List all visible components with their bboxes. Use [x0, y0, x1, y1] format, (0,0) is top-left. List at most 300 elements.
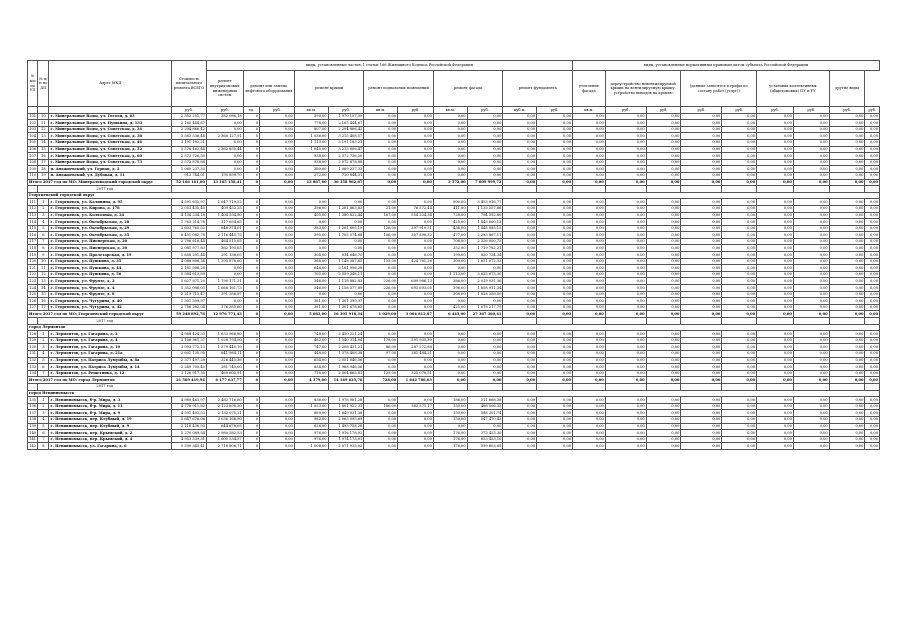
row-address: п. Анджиевский, ул. Дубовая, д. 11 — [49, 172, 172, 179]
value-cell: 0,00 — [681, 416, 722, 423]
value-cell: 0,00 — [573, 331, 606, 338]
value-cell: 0,00 — [605, 271, 646, 278]
value-cell: 0,00 — [328, 219, 364, 226]
value-cell: 2 123 898,30 — [206, 403, 243, 410]
value-cell: 0,00 — [722, 331, 757, 338]
value-cell: 0 — [243, 397, 259, 404]
value-cell: 0,00 — [646, 245, 681, 252]
value-cell: 0,00 — [757, 212, 794, 219]
row-number: 118 — [29, 245, 37, 250]
value-cell: 0 — [243, 430, 259, 437]
value-cell: 0,00 — [467, 364, 503, 371]
value-cell: 0,00 — [757, 357, 794, 364]
value-cell: 0,00 — [573, 357, 606, 364]
value-cell: 0,00 — [398, 410, 434, 417]
value-cell: 0,00 — [793, 397, 829, 404]
value-cell: 4 953 539,31 — [172, 436, 207, 443]
blank-cell — [793, 318, 829, 325]
value-cell: 2 980 582,53 — [206, 430, 243, 437]
blank-cell — [681, 318, 722, 325]
value-cell: 0,00 — [722, 113, 757, 120]
value-cell: 0,00 — [573, 298, 606, 305]
value-cell: 0,00 — [605, 245, 646, 252]
value-cell: 0,00 — [681, 265, 722, 272]
value-cell: 547 470,43 — [467, 416, 503, 423]
subtotal-value: 0,00 — [681, 179, 722, 186]
value-cell: 0,00 — [681, 430, 722, 437]
value-cell: 718,00 — [294, 370, 328, 377]
value-cell: 0,00 — [757, 423, 794, 430]
value-cell: 0,00 — [793, 205, 829, 212]
value-cell: 0,00 — [573, 403, 606, 410]
value-cell: 0,00 — [364, 159, 398, 166]
value-cell: 0,00 — [646, 146, 681, 153]
sub-header: ремонт внутридомовых инженерных систем — [206, 71, 243, 107]
value-cell: 4 591 635,97 — [172, 199, 207, 206]
value-cell: 0,00 — [646, 139, 681, 146]
value-cell: 0,00 — [605, 238, 646, 245]
value-cell: 0,00 — [829, 225, 865, 232]
blank-cell — [573, 318, 606, 325]
value-cell: 0,00 — [467, 350, 503, 357]
value-cell: 0,00 — [260, 304, 295, 311]
value-cell: 0,00 — [681, 291, 722, 298]
value-cell: 0,00 — [722, 304, 757, 311]
value-cell: 0,00 — [722, 337, 757, 344]
table-row — [28, 212, 880, 219]
value-cell: 0,00 — [829, 350, 865, 357]
row-address: г. Георгиевск, ул. Пушкина, д. 35 — [49, 258, 172, 265]
value-cell: 0,00 — [757, 238, 794, 245]
value-cell: 0,00 — [793, 245, 829, 252]
value-cell: 186,00 — [433, 397, 467, 404]
value-cell: 469 605,91 — [206, 370, 243, 377]
value-cell: 0,00 — [573, 258, 606, 265]
subtotal-value: 0,00 — [605, 179, 646, 186]
value-cell: 807,00 — [294, 126, 328, 133]
value-cell: 0,00 — [722, 423, 757, 430]
value-cell: 0,00 — [722, 271, 757, 278]
value-cell: 1 666 161,73 — [206, 285, 243, 292]
row-address: г. Невинномысск, пер. Крымский, д. 2 — [49, 430, 172, 437]
blank-cell — [398, 318, 434, 325]
value-cell: 0,00 — [865, 291, 880, 298]
row-number-local: 7 — [38, 436, 49, 443]
blank-cell — [243, 186, 259, 193]
value-cell: 0,00 — [646, 423, 681, 430]
value-cell: 0,00 — [398, 153, 434, 160]
value-cell: 2 326 000,75 — [467, 238, 503, 245]
blank-cell — [722, 186, 757, 193]
value-cell: 325 078,51 — [398, 370, 434, 377]
value-cell: 0,00 — [260, 172, 295, 179]
value-cell: 0,00 — [681, 205, 722, 212]
value-cell: 0,00 — [681, 304, 722, 311]
col-cost-header: Стоимость капитального ремонта ВСЕГО — [172, 61, 207, 107]
row-address: г. Лермонтов, ул. Гагарина, д. 10 — [49, 344, 172, 351]
value-cell: 0 — [243, 423, 259, 430]
subtotal-value: 0,00 — [260, 377, 295, 384]
subtotal-value: 7 609 999,72 — [467, 179, 503, 186]
value-cell: 0,00 — [467, 133, 503, 140]
value-cell: 0,00 — [206, 153, 243, 160]
value-cell: 0,00 — [398, 357, 434, 364]
subtotal-value: 0,00 — [573, 377, 606, 384]
value-cell: 0,00 — [681, 120, 722, 127]
value-cell: 0,00 — [573, 436, 606, 443]
value-cell: 0,00 — [537, 271, 573, 278]
value-cell: 0,00 — [398, 252, 434, 259]
value-cell: 0 — [243, 238, 259, 245]
row-number: 117 — [29, 239, 37, 244]
blank-cell — [206, 318, 243, 325]
value-cell: 0,00 — [573, 443, 606, 450]
value-cell: 0,00 — [646, 113, 681, 120]
blank-cell — [294, 186, 328, 193]
subtotal-value: 0,00 — [757, 179, 794, 186]
year-label: 2017 год — [38, 186, 172, 193]
value-cell: 373 423,30 — [467, 430, 503, 437]
value-cell: 425,00 — [433, 304, 467, 311]
value-cell: 1 301 678,65 — [328, 304, 364, 311]
value-cell: 0,00 — [829, 219, 865, 226]
value-cell: 0,00 — [328, 245, 364, 252]
value-cell: 309,00 — [433, 258, 467, 265]
subtotal-value: 0,00 — [865, 179, 880, 186]
value-cell: 0,00 — [865, 126, 880, 133]
value-cell: 1 445 060,13 — [467, 219, 503, 226]
subtotal-value: 6 177 637,77 — [206, 377, 243, 384]
value-cell: 0,00 — [260, 113, 295, 120]
value-cell: 0,00 — [503, 298, 537, 305]
value-cell: 976,00 — [294, 436, 328, 443]
table-row — [28, 166, 880, 173]
value-cell: 0,00 — [722, 252, 757, 259]
table-row — [28, 370, 880, 377]
value-cell: 0,00 — [681, 166, 722, 173]
value-cell: 0,00 — [364, 410, 398, 417]
value-cell: 0,00 — [722, 133, 757, 140]
value-cell: 0,00 — [865, 212, 880, 219]
value-cell: 0,00 — [605, 159, 646, 166]
value-cell: 0,00 — [398, 219, 434, 226]
value-cell: 0,00 — [260, 443, 295, 450]
value-cell: 0,00 — [757, 153, 794, 160]
value-cell: 0,00 — [865, 357, 880, 364]
value-cell: 368,00 — [294, 258, 328, 265]
value-cell: 0,00 — [260, 436, 295, 443]
value-cell: 0,00 — [503, 258, 537, 265]
value-cell: 0,00 — [260, 370, 295, 377]
group-federal-header: виды, установленные частью 1 статьи 166 Жилищного Кодекса Российской Федерации — [206, 61, 572, 71]
value-cell: 287 272,88 — [398, 344, 434, 351]
blank-cell — [537, 383, 573, 390]
value-cell: 4 988 424,33 — [172, 331, 207, 338]
value-cell: 0,00 — [260, 344, 295, 351]
value-cell: 0,00 — [722, 430, 757, 437]
value-cell: 0,00 — [537, 113, 573, 120]
value-cell: 0,00 — [398, 265, 434, 272]
value-cell: 0,00 — [757, 265, 794, 272]
row-address: г. Лермонтов, ул. Гагарина, д. 21а — [49, 350, 172, 357]
row-number: 131 — [29, 351, 37, 356]
value-cell: 0,00 — [398, 271, 434, 278]
table-row — [28, 436, 880, 443]
value-cell: 0,00 — [537, 232, 573, 239]
value-cell: 0,00 — [681, 199, 722, 206]
value-cell: 0,00 — [829, 172, 865, 179]
value-cell: 6 451 082,78 — [172, 232, 207, 239]
value-cell: 0 — [243, 159, 259, 166]
value-cell: 0,00 — [865, 271, 880, 278]
blank-cell — [605, 186, 646, 193]
value-cell: 0,00 — [865, 298, 880, 305]
value-cell: 0,00 — [398, 113, 434, 120]
sub-header: установка коллективных (общедомовых) ПУ и УУ — [757, 71, 830, 107]
value-cell: 0,00 — [398, 146, 434, 153]
value-cell: 167,00 — [364, 212, 398, 219]
value-cell: 0,00 — [573, 133, 606, 140]
value-cell: 0,00 — [537, 265, 573, 272]
value-cell: 0 — [243, 166, 259, 173]
value-cell: 0,00 — [793, 291, 829, 298]
value-cell: 0,00 — [503, 397, 537, 404]
row-number-local: 10 — [38, 113, 49, 120]
value-cell: 1 540 314,04 — [328, 337, 364, 344]
value-cell: 3 453 916,77 — [467, 199, 503, 206]
value-cell: 0,00 — [681, 350, 722, 357]
subtotal-value: 0,00 — [573, 179, 606, 186]
value-cell: 0,00 — [793, 285, 829, 292]
row-number: 114 — [29, 219, 37, 224]
value-cell: 648 374,01 — [206, 225, 243, 232]
value-cell: 0,00 — [605, 344, 646, 351]
row-number: 135 — [29, 397, 37, 402]
value-cell: 0,00 — [433, 113, 467, 120]
subtotal-value: 16 305 918,34 — [328, 311, 364, 318]
value-cell: 0,00 — [364, 245, 398, 252]
value-cell: 0,00 — [364, 133, 398, 140]
value-cell: 352,00 — [433, 245, 467, 252]
value-cell: 2 294 866,42 — [328, 126, 364, 133]
value-cell: 409 452,25 — [206, 205, 243, 212]
value-cell: 129,00 — [364, 370, 398, 377]
row-number: 125 — [29, 292, 37, 297]
row-number: 138 — [29, 417, 37, 422]
value-cell: 689,00 — [294, 410, 328, 417]
value-cell: 0,00 — [364, 436, 398, 443]
value-cell: 0,00 — [537, 219, 573, 226]
row-number-local: 1 — [38, 397, 49, 404]
value-cell: 0,00 — [537, 159, 573, 166]
value-cell: 0,00 — [503, 364, 537, 371]
value-cell: 0,00 — [433, 337, 467, 344]
table-row — [28, 298, 880, 305]
subtotal-value: 13 867,00 — [294, 179, 328, 186]
value-cell: 0,00 — [364, 172, 398, 179]
blank-cell — [503, 383, 537, 390]
value-cell: 0,00 — [294, 245, 328, 252]
value-cell: 1 301 399,97 — [328, 298, 364, 305]
value-cell: 0,00 — [467, 423, 503, 430]
value-cell: 778,00 — [294, 120, 328, 127]
unit-cell: кв.м. — [433, 107, 467, 114]
value-cell: 0,00 — [829, 304, 865, 311]
subtotal-value: 0,00 — [757, 377, 794, 384]
value-cell: 0,00 — [573, 304, 606, 311]
value-cell: 2 071 935,02 — [328, 443, 364, 450]
row-number-local: 8 — [38, 245, 49, 252]
value-cell: 0,00 — [467, 166, 503, 173]
value-cell: 0 — [243, 146, 259, 153]
value-cell: 0 — [243, 126, 259, 133]
value-cell: 0,00 — [793, 219, 829, 226]
value-cell: 0,00 — [722, 416, 757, 423]
value-cell: 0,00 — [793, 146, 829, 153]
value-cell: 0,00 — [605, 212, 646, 219]
value-cell: 0,00 — [503, 219, 537, 226]
row-address: г. Георгиевск, ул. Колхозная, д. 24 — [49, 212, 172, 219]
row-address: г. Георгиевск, ул. Чугурина, д. 40 — [49, 298, 172, 305]
row-number: 129 — [29, 338, 37, 343]
value-cell: 0,00 — [793, 337, 829, 344]
value-cell: 1 649 031,38 — [328, 410, 364, 417]
value-cell: 0,00 — [433, 423, 467, 430]
value-cell: 0,00 — [793, 172, 829, 179]
row-number: 141 — [29, 437, 37, 442]
value-cell: 0,00 — [537, 350, 573, 357]
value-cell: 0,00 — [757, 430, 794, 437]
value-cell: 0,00 — [865, 159, 880, 166]
value-cell: 0,00 — [433, 344, 467, 351]
value-cell: 0,00 — [537, 133, 573, 140]
value-cell: 0,00 — [722, 258, 757, 265]
value-cell: 0,00 — [681, 436, 722, 443]
value-cell: 382 086,18 — [206, 113, 243, 120]
value-cell: 2 063 095,69 — [328, 416, 364, 423]
value-cell: 0,00 — [206, 159, 243, 166]
value-cell: 1 261 605,19 — [328, 225, 364, 232]
value-cell: 0,00 — [722, 410, 757, 417]
value-cell: 381 484,21 — [398, 350, 434, 357]
unit-cell: руб. — [206, 107, 243, 114]
value-cell: 0,00 — [722, 153, 757, 160]
subtotal-value: 0,00 — [573, 311, 606, 318]
section-row — [28, 390, 880, 397]
value-cell: 1 378 408,38 — [328, 350, 364, 357]
value-cell: 0,00 — [398, 291, 434, 298]
row-number: 105 — [29, 140, 37, 145]
value-cell: 2 572 726,50 — [172, 153, 207, 160]
value-cell: 0,00 — [260, 205, 295, 212]
row-address: г. Невинномысск, пер. Клубный, д. 9 — [49, 423, 172, 430]
value-cell: 0 — [243, 212, 259, 219]
value-cell: 0,00 — [829, 232, 865, 239]
section-label: Георгиевский городской округ — [28, 192, 880, 199]
value-cell: 4 088 806,24 — [172, 258, 207, 265]
value-cell: 0,00 — [757, 133, 794, 140]
value-cell: 307 898,32 — [398, 232, 434, 239]
value-cell: 748,00 — [294, 331, 328, 338]
value-cell: 0 — [243, 416, 259, 423]
value-cell: 3 106 361,37 — [172, 337, 207, 344]
blank-cell — [793, 186, 829, 193]
value-cell: 186,00 — [364, 403, 398, 410]
subtotal-value: 0,00 — [364, 179, 398, 186]
value-cell: 0,00 — [681, 357, 722, 364]
blank-cell — [681, 186, 722, 193]
value-cell: 0,00 — [757, 350, 794, 357]
blank-cell — [865, 383, 880, 390]
value-cell: 0,00 — [757, 199, 794, 206]
table-row — [28, 172, 880, 179]
subtotal-value: 0,00 — [537, 311, 573, 318]
value-cell: 0,00 — [605, 133, 646, 140]
value-cell: 588 201,74 — [467, 410, 503, 417]
value-cell: 2 081 977,83 — [172, 245, 207, 252]
value-cell: 0,00 — [260, 146, 295, 153]
subtotal-value: 0,00 — [829, 311, 865, 318]
value-cell: 176,00 — [433, 430, 467, 437]
value-cell: 0,00 — [573, 120, 606, 127]
value-cell: 0,00 — [467, 298, 503, 305]
row-address: г. Георгиевск, ул. Чугурина, д. 42 — [49, 304, 172, 311]
value-cell: 0,00 — [433, 146, 467, 153]
row-address: г. Невинномысск, пер. Клубный, д. 19 — [49, 416, 172, 423]
table-row — [28, 265, 880, 272]
subtotal-row — [28, 311, 880, 318]
value-cell: 0,00 — [260, 423, 295, 430]
value-cell: 0,00 — [398, 298, 434, 305]
value-cell: 0,00 — [537, 139, 573, 146]
value-cell: 0,00 — [793, 126, 829, 133]
value-cell: 0,00 — [433, 357, 467, 364]
value-cell: 150,00 — [433, 410, 467, 417]
value-cell: 820 724,34 — [467, 252, 503, 259]
value-cell: 0,00 — [328, 238, 364, 245]
row-address: г. Невинномысск, б-р. Мира, д. 3 — [49, 397, 172, 404]
row-number: 101 — [29, 114, 37, 119]
subtotal-value: 0,00 — [537, 179, 573, 186]
value-cell: 0,00 — [467, 370, 503, 377]
unit-cell: руб. — [467, 107, 503, 114]
value-cell: 699 986,13 — [398, 278, 434, 285]
table-row — [28, 430, 880, 437]
row-number: 123 — [29, 278, 37, 283]
value-cell: 0,00 — [865, 403, 880, 410]
blank-cell — [757, 383, 794, 390]
table-row — [28, 285, 880, 292]
value-cell: 0,00 — [722, 225, 757, 232]
value-cell: 0,00 — [605, 166, 646, 173]
row-number-local: 9 — [38, 252, 49, 259]
table-row — [28, 153, 880, 160]
value-cell: 0,00 — [865, 252, 880, 259]
value-cell: 0,00 — [722, 443, 757, 450]
value-cell: 0,00 — [757, 146, 794, 153]
row-number: 103 — [29, 127, 37, 132]
value-cell: 0 — [243, 252, 259, 259]
value-cell: 2 161 996,28 — [328, 265, 364, 272]
value-cell: 0,00 — [537, 278, 573, 285]
blank-cell — [260, 383, 295, 390]
subtotal-value: 59 248 892,78 — [172, 311, 207, 318]
blank-cell — [172, 383, 207, 390]
value-cell: 2 572 878,88 — [172, 159, 207, 166]
value-cell: 938,00 — [294, 159, 328, 166]
value-cell: 1 078 217,79 — [467, 304, 503, 311]
row-number-local: 16 — [38, 153, 49, 160]
